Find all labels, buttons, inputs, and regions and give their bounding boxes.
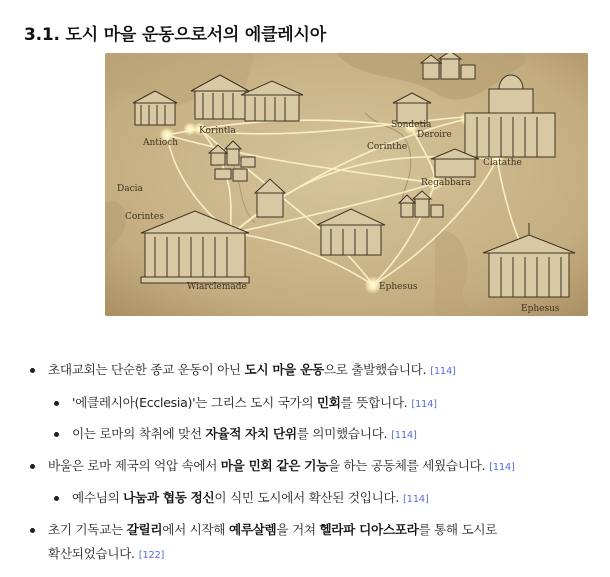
map-label-sondetia: Sondetia: [391, 120, 432, 130]
bullet-dot: [30, 528, 35, 533]
bullet-dot: [30, 464, 35, 469]
section-title: 3.1. 도시 마을 운동으로서의 에클레시아: [24, 25, 326, 45]
map-label-korintla: Korintla: [199, 126, 236, 136]
map-label-ephesus-right: Ephesus: [521, 304, 560, 314]
map-label-corintes: Corintes: [125, 212, 164, 222]
map-label-clatathe: Clatathe: [483, 158, 522, 168]
list-item: '에클레시아(Ecclesia)'는 그리스 도시 국가의 민회를 뜻합니다. [114]: [72, 393, 437, 415]
map-label-wiarclemade: Wiarclemade: [187, 282, 247, 292]
citation-link[interactable]: [114]: [391, 430, 417, 441]
list-item: 이는 로마의 착취에 맞선 자율적 자치 단위를 의미했습니다. [114]: [72, 424, 417, 446]
list-item: 초대교회는 단순한 종교 운동이 아닌 도시 마을 운동으로 출발했습니다. [114]: [48, 360, 456, 382]
citation-link[interactable]: [114]: [430, 366, 456, 377]
bullet-dot: [54, 432, 59, 437]
citation-link[interactable]: [114]: [411, 399, 437, 410]
map-label-ephesus-center: Ephesus: [379, 282, 418, 292]
bullet-dot: [54, 496, 59, 501]
citation-link[interactable]: [122]: [138, 550, 165, 561]
map-label-deroire: Deroire: [417, 130, 452, 140]
map-label-dacia: Dacia: [117, 184, 143, 194]
map-label-regabbara: Regabbara: [421, 178, 471, 188]
list-item: 바울은 로마 제국의 억압 속에서 마을 민회 같은 기능을 하는 공동체를 세웠습니다. [114]: [48, 456, 515, 478]
ancient-cities-map-illustration: [105, 53, 588, 316]
bullet-dot: [54, 401, 59, 406]
bullet-dot: [30, 368, 35, 373]
citation-link[interactable]: [114]: [489, 462, 515, 473]
list-item-continuation: 확산되었습니다. [122]: [48, 546, 165, 561]
map-label-corinthe: Corinthe: [367, 142, 408, 152]
citation-link[interactable]: [114]: [403, 494, 429, 505]
map-label-antioch: Antioch: [143, 138, 179, 148]
list-item: 초기 기독교는 갈릴리에서 시작해 예루살렘을 거쳐 헬라파 디아스포라를 통해 도시로: [48, 520, 497, 540]
list-item: 예수님의 나눔과 협동 정신이 식민 도시에서 확산된 것입니다. [114]: [72, 488, 428, 510]
